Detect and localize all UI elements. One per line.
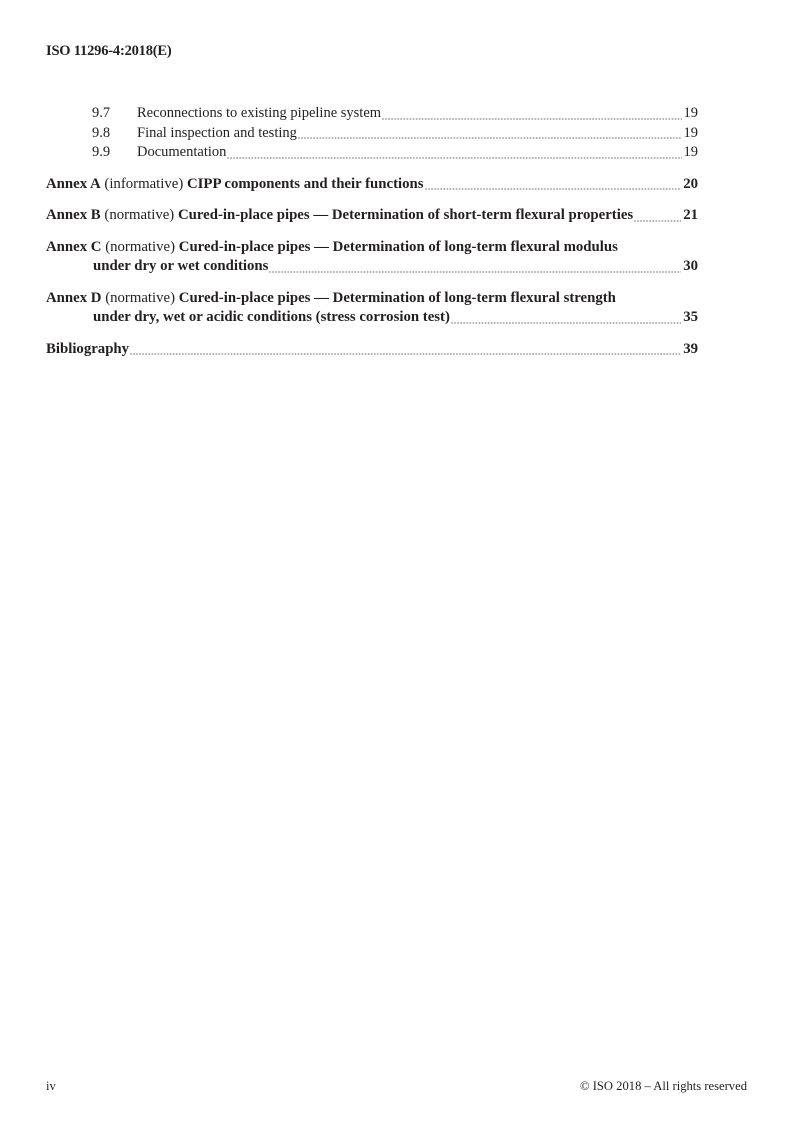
toc-page-number: 19 [683, 105, 698, 121]
dot-leader [269, 268, 681, 274]
toc-clause-title: Documentation [137, 144, 227, 160]
dot-leader [425, 185, 682, 191]
toc-annex-continuation-text: under dry or wet conditions [93, 258, 269, 274]
toc-page-number: 20 [683, 175, 698, 192]
toc-entry-annex-c[interactable] [46, 238, 698, 277]
dot-leader [227, 154, 681, 160]
toc-bibliography-title: Bibliography [46, 340, 130, 357]
dot-leader [130, 350, 681, 356]
toc-annex-label [46, 206, 178, 226]
toc-annex-label-text: Annex A [46, 175, 101, 192]
table-of-contents [46, 104, 698, 359]
toc-annex-title: CIPP components and their functions [186, 175, 424, 192]
toc-annex-label [46, 289, 179, 309]
toc-entry-annex-d[interactable] [46, 289, 698, 328]
toc-entry-annex-b[interactable] [46, 206, 698, 226]
toc-entry-clause[interactable] [46, 124, 698, 144]
toc-page-number: 35 [683, 309, 698, 325]
toc-annex-title: Cured-in-place pipes — Determination of long-term flexural strength [178, 289, 616, 306]
toc-page-number: 19 [683, 144, 698, 160]
toc-annex-kind: (normative) [104, 207, 175, 223]
running-header-standard-reference: ISO 11296-4:2018(E) [46, 43, 172, 59]
toc-entry-clause[interactable] [46, 104, 698, 124]
page-footer [46, 1079, 747, 1094]
page-folio-number: iv [46, 1079, 56, 1093]
toc-annex-kind: (normative) [105, 289, 176, 306]
toc-annex-continuation-line [93, 308, 698, 328]
toc-page-number: 39 [683, 340, 698, 357]
dot-leader [451, 319, 681, 325]
dot-leader [634, 217, 681, 223]
toc-entry-clause[interactable] [46, 143, 698, 163]
toc-clause-title: Final inspection and testing [137, 124, 297, 141]
toc-clause-number: 9.8 [92, 124, 111, 141]
toc-annex-continuation-line [93, 257, 698, 277]
toc-annex-label-text: Annex D [46, 289, 102, 306]
toc-annex-label-text: Annex C [46, 238, 102, 255]
toc-page-number: 30 [683, 258, 698, 274]
toc-page-number: 21 [683, 207, 698, 223]
toc-annex-title: Cured-in-place pipes — Determination of short-term flexural properties [177, 207, 634, 223]
toc-entry-annex-a[interactable] [46, 175, 698, 195]
toc-annex-kind: (normative) [105, 238, 176, 255]
toc-clause-title: Reconnections to existing pipeline system [137, 105, 382, 121]
toc-annex-label-text: Annex B [46, 207, 101, 223]
toc-annex-label [46, 175, 187, 195]
dot-leader [298, 134, 682, 140]
toc-annex-kind: (informative) [104, 175, 184, 192]
toc-clause-number: 9.9 [92, 144, 111, 160]
toc-clause-number: 9.7 [92, 105, 111, 121]
dot-leader [382, 115, 681, 121]
toc-page-number: 19 [683, 124, 698, 141]
toc-annex-title: Cured-in-place pipes — Determination of long-term flexural modulus [178, 238, 618, 255]
toc-annex-continuation-text: under dry, wet or acidic conditions (stress corrosion test) [93, 309, 450, 325]
copyright-notice: © ISO 2018 – All rights reserved [580, 1079, 747, 1093]
toc-annex-label [46, 238, 179, 258]
toc-entry-bibliography[interactable] [46, 340, 698, 360]
